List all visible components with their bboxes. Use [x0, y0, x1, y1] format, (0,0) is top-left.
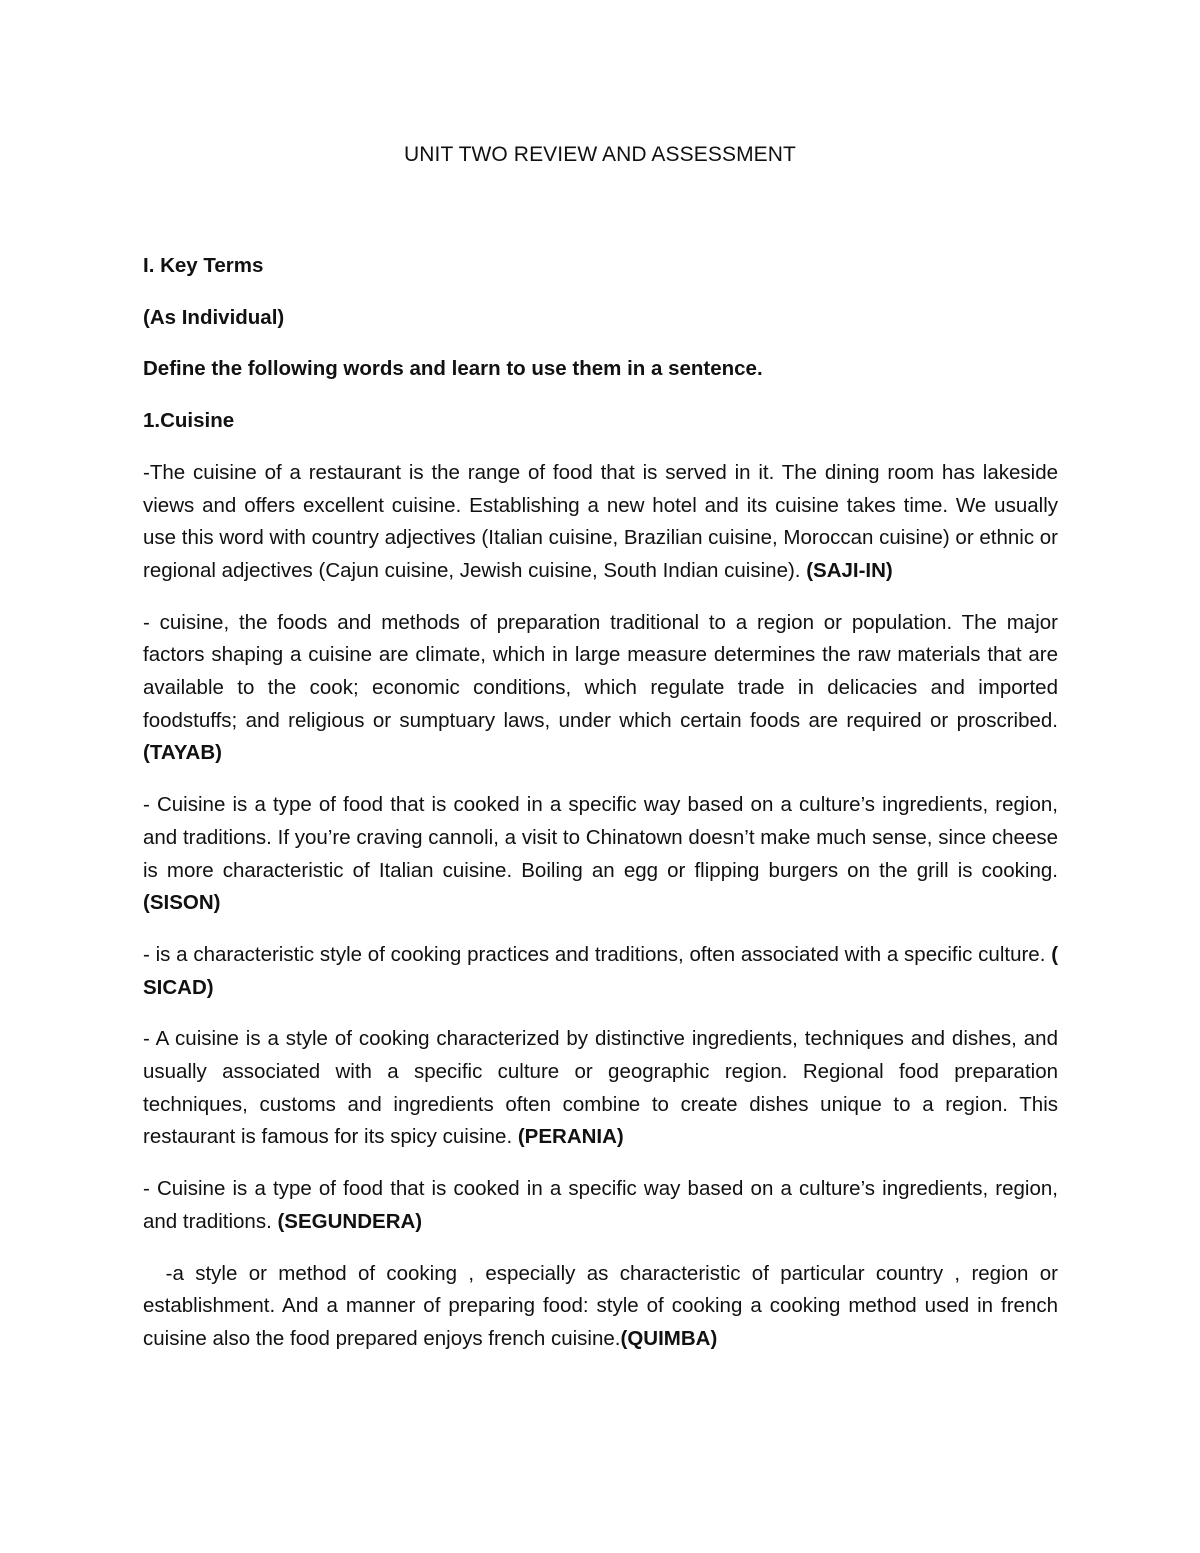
definition-text: - A cuisine is a style of cooking characterized by distinctive ingredients, techniques and dishes, and usually associated with a specific culture or geographic region. Regional food preparation techniques, customs and ingredients often combine to create dishes unique to a region. This restaurant is famous for its spicy cuisine.	[143, 1027, 1058, 1149]
term-heading: 1.Cuisine	[143, 409, 235, 433]
document-body	[143, 250, 1064, 1375]
definition-text: - cuisine, the foods and methods of preparation traditional to a region or population. The major factors shaping a cuisine are climate, which in large measure determines the raw materials that are available to the cook; economic conditions, which regulate trade in delicacies and imported foodstuffs; and religious or sumptuary laws, under which certain foods are required or proscribed.	[143, 610, 1058, 732]
document-title: UNIT TWO REVIEW AND ASSESSMENT	[404, 143, 796, 166]
definition-text: -The cuisine of a restaurant is the range of food that is served in it. The dining room has lakeside views and offers excellent cuisine. Establishing a new hotel and its cuisine takes time. We usually use this word with country adjectives (Italian cuisine, Brazilian cuisine, Moroccan cuisine) or ethnic or regional adjectives (Cajun cuisine, Jewish cuisine, South Indian cuisine).	[143, 460, 1058, 582]
definition-paragraph-saji-in	[143, 457, 1058, 588]
author-label: ( SICAD)	[143, 942, 1059, 999]
author-label: (SAJI-IN)	[806, 558, 893, 582]
author-label: (QUIMBA)	[620, 1326, 718, 1350]
author-label: (SISON)	[143, 891, 221, 915]
definition-paragraph-quimba	[143, 1258, 1064, 1356]
mode-label: (As Individual)	[143, 305, 285, 329]
definition-text: -a style or method of cooking , especially as characteristic of particular country , region or establishment. And a manner of preparing food: style of cooking a cooking method used in french cuisine also the food prepared enjoys french cuisine.	[143, 1261, 1064, 1350]
definition-paragraph-segundera	[143, 1173, 1058, 1238]
definition-paragraph-tayab	[143, 607, 1058, 771]
definition-text: - Cuisine is a type of food that is cooked in a specific way based on a culture’s ingredients, region, and traditions. If you’re craving cannoli, a visit to Chinatown doesn’t make much sense, since cheese is more characteristic of Italian cuisine. Boiling an egg or flipping burgers on the grill is cooking.	[143, 793, 1058, 882]
definition-paragraph-sicad	[143, 939, 1058, 1004]
definition-paragraph-perania	[143, 1023, 1058, 1154]
definition-paragraph-sison	[143, 789, 1058, 920]
section-heading: I. Key Terms	[143, 254, 264, 277]
definition-text: - Cuisine is a type of food that is cooked in a specific way based on a culture’s ingredients, region, and traditions.	[143, 1177, 1058, 1233]
instruction-text: Define the following words and learn to use them in a sentence.	[143, 357, 763, 381]
definition-text: - is a characteristic style of cooking practices and traditions, often associated with a specific culture.	[143, 942, 1046, 966]
author-label: (SEGUNDERA)	[277, 1209, 423, 1233]
author-label: (TAYAB)	[143, 741, 222, 765]
author-label: (PERANIA)	[517, 1125, 624, 1149]
